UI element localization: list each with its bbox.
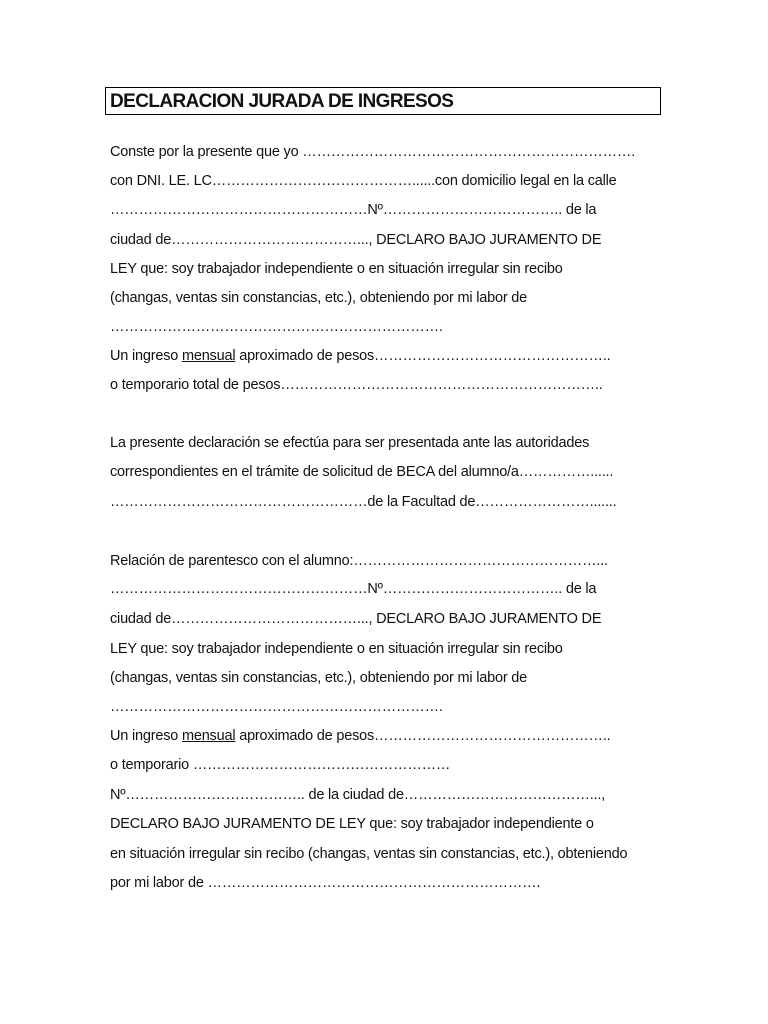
body-line: ……………………………………………………………. bbox=[110, 699, 443, 715]
body-line: o temporario ……………………………………………… bbox=[110, 757, 451, 773]
body-line: (changas, ventas sin constancias, etc.), obteniendo por mi labor de bbox=[110, 290, 528, 306]
title-box bbox=[105, 87, 661, 115]
text-span: aproximado de pesos………………………………………….. bbox=[235, 728, 611, 744]
text-span: aproximado de pesos………………………………………….. bbox=[235, 348, 611, 364]
body-line: ………………………………………………de la Facultad de……………………....... bbox=[110, 494, 617, 510]
document-title: DECLARACION JURADA DE INGRESOS bbox=[110, 91, 454, 112]
body-line: Relación de parentesco con el alumno:……………………………………………... bbox=[110, 553, 608, 569]
body-line: o temporario total de pesos………………………………………………………….. bbox=[110, 377, 603, 393]
body-line bbox=[110, 347, 611, 365]
underlined-word: mensual bbox=[181, 348, 236, 364]
body-line: por mi labor de ……………………………………………………………. bbox=[110, 875, 541, 891]
body-line: Conste por la presente que yo ……………………………………………………………. bbox=[110, 144, 636, 160]
body-line: ………………………………………………Nº……………………………….. de la bbox=[110, 581, 597, 597]
body-line: ciudad de…………………………………..., DECLARO BAJO JURAMENTO DE bbox=[110, 611, 602, 627]
underlined-word: mensual bbox=[181, 728, 236, 744]
body-line: en situación irregular sin recibo (changas, ventas sin constancias, etc.), obteniendo bbox=[110, 846, 628, 862]
body-line: con DNI. LE. LC……………………………………......con domicilio legal en la calle bbox=[110, 173, 617, 189]
text-span: Un ingreso bbox=[110, 348, 182, 364]
body-line: La presente declaración se efectúa para ser presentada ante las autoridades bbox=[110, 435, 590, 451]
body-line bbox=[110, 727, 611, 745]
body-line: DECLARO BAJO JURAMENTO DE LEY que: soy trabajador independiente o bbox=[110, 816, 594, 832]
body-line: (changas, ventas sin constancias, etc.), obteniendo por mi labor de bbox=[110, 670, 528, 686]
text-span: Un ingreso bbox=[110, 728, 182, 744]
body-line: Nº……………………………….. de la ciudad de…………………………………..., bbox=[110, 787, 606, 803]
body-line: LEY que: soy trabajador independiente o en situación irregular sin recibo bbox=[110, 641, 563, 657]
body-line: ……………………………………………………………. bbox=[110, 319, 443, 335]
body-line: correspondientes en el trámite de solicitud de BECA del alumno/a……………...... bbox=[110, 464, 614, 480]
body-line: ciudad de…………………………………..., DECLARO BAJO JURAMENTO DE bbox=[110, 232, 602, 248]
body-line: LEY que: soy trabajador independiente o en situación irregular sin recibo bbox=[110, 261, 563, 277]
body-line: ………………………………………………Nº……………………………….. de la bbox=[110, 202, 597, 218]
